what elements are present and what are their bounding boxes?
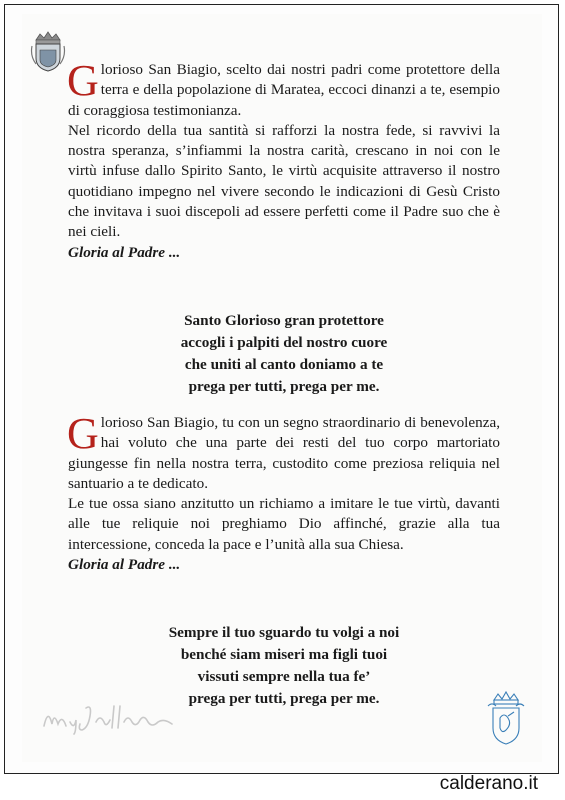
prayer-2 (67, 409, 500, 575)
gloria-al-padre-2: Gloria al Padre ... (68, 556, 181, 574)
chorus-line: Sempre il tuo sguardo tu volgi a noi (168, 624, 400, 641)
handwritten-signature (40, 700, 210, 736)
prayer-2-paragraph-2: Le tue ossa siano anzitutto un richiamo a imitare le tue virtù, davanti alle tue reliquie noi preghiamo Dio affinché, grazie alla tua intercessione, conceda la pace e l’unità alla sua Chiesa. (68, 495, 500, 553)
gloria-al-padre-1: Gloria al Padre ... (68, 243, 181, 261)
prayer-1 (67, 56, 500, 263)
chorus-1 (68, 310, 500, 398)
prayer-1-paragraph-1 (67, 56, 500, 121)
chorus-line: benché siam miseri ma figli tuoi (180, 646, 388, 663)
prayer-1-paragraph-2: Nel ricordo della tua santità si rafforzi la nostra fede, si ravvivi la nostra speranza, s’infiammi la nostra carità, crescano in noi con le virtù infuse dallo Spirito Santo, le virtù acquisite attraverso il nostro quotidiano impegno nel vivere secondo le indicazioni di Gesù Cristo che invitava i suoi discepoli ad essere perfetti come il Padre suo che è nei cieli. (68, 121, 500, 241)
municipal-crest-icon (30, 30, 66, 72)
chorus-line: accogli i palpiti del nostro cuore (180, 334, 388, 351)
chorus-line: che uniti al canto doniamo a te (184, 356, 384, 373)
dropcap: G (67, 409, 99, 458)
dropcap: G (67, 56, 99, 105)
chorus-2 (68, 622, 500, 710)
site-watermark: calderano.it (439, 773, 538, 794)
prayer-2-paragraph-1 (67, 409, 500, 494)
chorus-line: vissuti sempre nella tua fe’ (197, 668, 371, 685)
diocese-crest-icon (486, 690, 526, 746)
chorus-line: Santo Glorioso gran protettore (184, 312, 384, 329)
prayer-1-text: lorioso San Biagio, scelto dai nostri padri come protettore della terra e della popolazione di Maratea, eccoci dinanzi a te, esempio di coraggiosa testimonianza. (68, 61, 500, 119)
chorus-line: prega per tutti, prega per me. (188, 690, 380, 707)
prayer-2-text: lorioso San Biagio, tu con un segno straordinario di benevolenza, hai voluto che una parte dei resti del tuo corpo martoriato giungesse fin nella nostra terra, custodito come preziosa reliquia nel santuario a te dedicato. (68, 414, 500, 492)
chorus-line: prega per tutti, prega per me. (188, 378, 380, 395)
